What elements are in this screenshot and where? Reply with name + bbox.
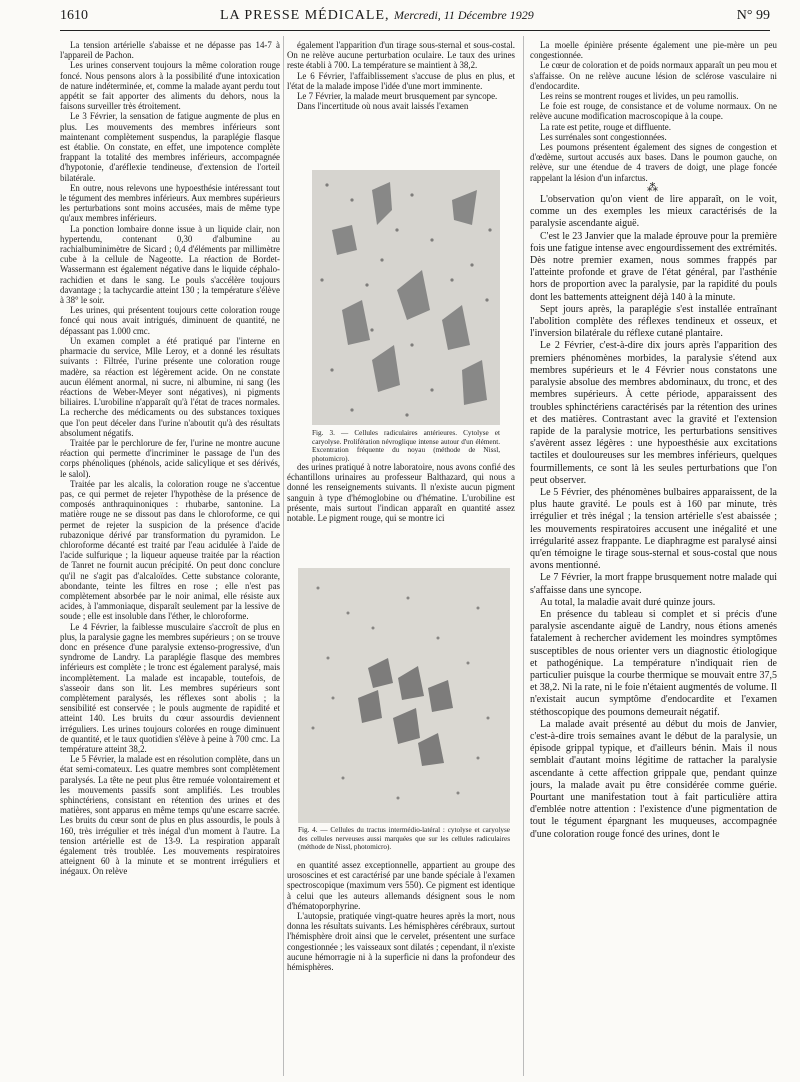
issue-number: N° 99	[736, 8, 770, 23]
column-3	[530, 40, 777, 1078]
paragraph: La moelle épinière présente également une pie-mère un peu congestionnée.	[530, 40, 777, 61]
paragraph: Le cœur de coloration et de poids normaux apparaît un peu mou et s'affaisse. On ne relève aucune lésion de sclérose vasculaire ni d'endocardite.	[530, 60, 777, 91]
figure-4-photomicrograph	[298, 568, 510, 823]
paragraph: Les poumons présentent également des signes de congestion et d'œdème, surtout accusés aux bases. Dans le poumon gauche, on relève, sur une étendue de 4 travers de doigt, une plage foncée rappelant la lésion d'un infarctus.	[530, 142, 777, 183]
column-2-top	[287, 40, 515, 165]
paragraph: Un examen complet a été pratiqué par l'interne en pharmacie du service, Mlle Leroy, et a donné les résultats suivants : Filtrée, l'urine présente une coloration rouge madère, sa réaction est légèrement acide. On ne constate aucun élément anormal, ni sucre, ni albumine, ni sang (les réactions de Weber-Meyer sont négatives), ni pigments biliaires. L'urobiline n'apparaît qu'à l'état de traces normales. La recherche des médicaments ou des substances toxiques que l'on peut déceler dans l'urine n'aboutit qu'à des résultats absolument négatifs.	[60, 335, 280, 438]
paragraph: Le 2 Février, c'est-à-dire dix jours après l'apparition des premiers phénomènes morbides, la paralysie s'étend aux membres supérieurs et le 4 Février nous constatons une paralysie absolue des membres abdominaux, du tronc, et des membres supérieurs. À cette période, apparaissent des troubles sphinctériens caractérisés par la rétention des urines et des matières. Contrastant avec la gravité et l'extension rapide de la paralysie motrice, les perturbations sensitives s'avèrent assez légères : une hypoesthésie aux excitations tactiles et douloureuses sur les membres inférieurs, quelques fourmillements, ce sont là les seules perturbations que l'on peut observer.	[530, 340, 777, 486]
paragraph: Les reins se montrent rouges et livides, un peu ramollis.	[540, 91, 739, 102]
paragraph: Le 3 Février, la sensation de fatigue augmente de plus en plus. Les mouvements des membres inférieurs sont maintenant complètement suspendus, la paraplégie flasque est établie. On constate, en effet, une impotence complète frappant la totalité des membres inférieurs, accompagnée d'hypotonie, d'aréflexie tendineuse, d'extension de l'orteil bilatérale.	[60, 111, 280, 183]
figure-4-caption: Fig. 4. — Cellules du tractus intermédio-latéral : cytolyse et caryolyse des cellules nerveuses aussi marquées que sur les cellules radiculaires (méthode de Nissl, photomicro).	[298, 826, 510, 852]
paragraph: Traitée par le perchlorure de fer, l'urine ne montre aucune réaction qui permette d'incriminer le passage de l'un des corps phénoliques (phénols, acide salicylique et ses dérivés, le salol).	[60, 437, 280, 479]
paragraph: La rate est petite, rouge et diffluente.	[540, 121, 671, 132]
paragraph: Le foie est rouge, de consistance et de volume normaux. On ne relève aucune modification macroscopique à la coupe.	[530, 101, 777, 122]
fig4-image	[298, 568, 510, 823]
page-number: 1610	[60, 8, 88, 23]
paragraph: En outre, nous relevons une hypoesthésie intéressant tout le tégument des membres inférieurs. Aux membres supérieurs les perturbations sont moins accusées, mais de même type qu'aux membres inférieurs.	[60, 182, 280, 224]
paragraph: Le 7 Février, la malade meurt brusquement par syncope.	[297, 91, 498, 102]
paragraph: Le 5 Février, la malade est en résolution complète, dans un état semi-comateux. Les quatre membres sont complètement paralysés. La tête ne peut plus être remuée volontairement et les mouvements passifs sont amplifiés. Les troubles sphinctériens, consistant en rétention des urines et des matières, sont apparus en même temps qu'une escarre sacrée. Les bruits du cœur sont de plus en plus assourdis, le pouls à 160, très irrégulier et très inégal d'un moment à l'autre. La tension artérielle est de 13-9. La respiration apparaît également très troublée. Les mouvements respiratoires atteignent 60 à la minute et se montrent irréguliers et inégaux. On relève	[60, 754, 280, 877]
paragraph: C'est le 23 Janvier que la malade éprouve pour la première fois une fatigue intense avec engourdissement des extrémités. Dès notre premier examen, nous sommes frappés par l'atteinte profonde et grave de l'état général, par l'asthénie hors de proportion avec la paralysie, par la rapidité du pouls dont les battements atteignent déjà 140 à la minute.	[530, 230, 777, 303]
paragraph: L'autopsie, pratiquée vingt-quatre heures après la mort, nous donna les résultats suivants. Les hémisphères cérébraux, surtout l'hémisphère droit ainsi que le cervelet, présentent une surface congestionnée ; les vaisseaux sont dilatés ; cependant, il n'existe aucune hémorragie ni à la superficie ni dans la profondeur des hémisphères.	[287, 911, 515, 973]
section-break-asterism: ⁂	[647, 181, 660, 194]
paragraph: en quantité assez exceptionnelle, appartient au groupe des urososcines et est caractérisé par une bande spéciale à l'examen spectroscopique (maximum vers 550). Ce pigment est identique à celui que les auteurs allemands désignent sous le nom d'hématoporphyrine.	[287, 860, 515, 911]
journal-title	[220, 8, 534, 24]
column-divider	[283, 36, 284, 1076]
paragraph: La malade avait présenté au début du mois de Janvier, c'est-à-dire trois semaines avant le début de la paralysie, un épisode grippal typique, et d'ailleurs bénin. Mais il nous semblait d'autant moins légitime de rattacher la paralysie ascendante à cette affection grippale que, pendant quinze jours, la malade avait pu être considérée comme guérie. Pourtant une manifestation tout à fait particulière attira d'emblée notre attention : l'existence d'une pigmentation de tout le tégument épargnant les muqueuses, accompagnée d'une coloration rouge foncé des urines, dont le	[530, 718, 777, 840]
figure-3-photomicrograph	[312, 170, 500, 425]
paragraph: Les urines conservent toujours la même coloration rouge foncé. Nous pensons alors à la possibilité d'une intoxication de nature indéterminée, et, comme la malade ayant perdu tout appétit se fait apporter des aliments du dehors, nous la faisons surveiller très étroitement.	[60, 60, 280, 112]
paragraph: Les urines, qui présentent toujours cette coloration rouge foncé qui nous avait intrigués, diminuent de quantité, ne dépassant pas 1.000 cmc.	[60, 305, 280, 336]
paragraph: Dans l'incertitude où nous avait laissés l'examen	[297, 101, 469, 112]
header-rule	[60, 30, 770, 31]
journal-name: LA PRESSE MÉDICALE,	[220, 8, 390, 23]
paragraph: L'observation qu'on vient de lire apparaît, on le voit, comme un des exemples les mieux caractérisés de la paralysie ascendante aiguë.	[530, 194, 777, 230]
paragraph: des urines pratiqué à notre laboratoire, nous avons confié des échantillons urinaires au professeur Balthazard, qui nous a donné les renseignements suivants. Il n'existe aucun pigment sanguin à type d'hémoglobine ou d'hématine. L'urobiline est présente, mais surtout l'indican apparaît en quantité assez notable. Le pigment rouge, qui se montre ici	[287, 462, 515, 524]
discussion-section	[530, 194, 777, 841]
column-2-bottom	[287, 860, 515, 1075]
paragraph: Sept jours après, la paraplégie s'est installée entraînant l'abolition complète des réflexes tendineux et osseux, et l'inversion bilatérale du réflexe cutané plantaire.	[530, 303, 777, 340]
figure-3-caption: Fig. 3. — Cellules radiculaires antérieures. Cytolyse et caryolyse. Prolifération névroglique intense autour d'un élément. Excentration fréquente du noyau (méthode de Nissl, photomicro).	[312, 429, 500, 463]
column-1	[60, 40, 280, 877]
paragraph: Le 5 Février, des phénomènes bulbaires apparaissent, de la plus haute gravité. Le pouls est à 160 par minute, très irrégulier et très inégal ; la tension artérielle s'est abaissée ; les mouvements respiratoires accusent une inégalité et une irrégularité assez frappante. Le diaphragme est paralysé ainsi qu'en témoigne le tirage sous-sternal et sous-costal que nous avons mentionné.	[530, 486, 777, 572]
column-divider	[523, 36, 524, 1076]
paragraph: En présence du tableau si complet et si précis d'une paralysie ascendante aiguë de Landry, nous étions amenés fatalement à rechercher avidement les moindres symptômes susceptibles de nous orienter vers un diagnostic étiologique et pathogénique. La température n'indiquait rien de particulier puisque la courbe thermique se mouvait entre 37,5 et 38,2. Ni la rate, ni le foie n'étaient augmentés de volume. Il n'existait aucun symptôme d'endocardite et l'examen stéthoscopique des poumons demeurait négatif.	[530, 608, 777, 718]
paragraph: Traitée par les alcalis, la coloration rouge ne s'accentue pas, ce qui permet de rejeter l'hypothèse de la présence de composés anthraquinoniques : rhubarbe, santonine. La matière rouge ne se dissout pas dans le chloroforme, ce qui permet de rejeter la suspicion de la présence d'acide rubazonique dérivé par transformation du pyramidon. Le chloroforme décanté est traité par l'eau acidulée à l'aide de l'acide sulfurique ; la liqueur aqueuse traitée par la réaction de Tanret ne fournit aucun précipité. On peut donc conclure qu'il ne s'agit pas d'alcaloïdes. Cette substance colorante, abondante, teinte les filtres en rose ; elle n'est pas complètement absorbée par le noir animal, elle résiste aux acides, à l'ammoniaque, disparaît seulement par la lessive de soude ; elle est insoluble dans l'éther, le chloroforme.	[60, 478, 280, 622]
running-header	[60, 8, 770, 28]
fig3-image	[312, 170, 500, 425]
paragraph: La ponction lombaire donne issue à un liquide clair, non hypertendu, contenant 0,30 d'albumine au rachialbuminimètre de Sicard ; 0,4 d'éléments par millimètre cube à la cellule de Nageotte. La réaction de Bordet-Wassermann est également négative dans le liquide céphalo-rachidien et dans le sang. Le pouls s'accélère toujours davantage ; la tachycardie atteint 130 ; la température s'élève à 38° le soir.	[60, 223, 280, 306]
paragraph: Les surrénales sont congestionnées.	[540, 131, 667, 142]
paragraph: Le 4 Février, la faiblesse musculaire s'accroît de plus en plus, la paralysie gagne les membres supérieurs ; on se trouve donc en présence d'une paralysie extenso-progressive, d'un syndrome de Landry. La paraplégie flasque des membres inférieurs est complète ; le tronc est également paralysé, mais incomplètement. La malade est incapable, toutefois, de s'asseoir dans son lit. Les membres supérieurs sont complètement paralysés, les réflexes sont abolis ; la sensibilité est conservée ; le pouls augmente de rapidité et atteint 140. Les bruits du cœur assourdis deviennent irréguliers. Les urines toujours colorées en rouge diminuent de quantité, et le taux quotidien s'élève à peine à 700 cmc. La température atteint 38,2.	[60, 621, 280, 755]
paragraph: La tension artérielle s'abaisse et ne dépasse pas 14-7 à l'appareil de Pachon.	[60, 40, 280, 61]
column-2-middle	[287, 462, 515, 557]
issue-date: Mercredi, 11 Décembre 1929	[394, 8, 534, 22]
paragraph: Au total, la maladie avait duré quinze jours.	[540, 596, 716, 608]
paragraph: également l'apparition d'un tirage sous-sternal et sous-costal. On ne relève aucune perturbation oculaire. Le taux des urines reste établi à 700. La température se maintient à 38,2.	[287, 40, 515, 71]
paragraph: Le 6 Février, l'affaiblissement s'accuse de plus en plus, et l'état de la malade impose l'idée d'une mort imminente.	[287, 70, 515, 91]
paragraph: Le 7 Février, la mort frappe brusquement notre malade qui s'affaisse dans une syncope.	[530, 572, 777, 596]
